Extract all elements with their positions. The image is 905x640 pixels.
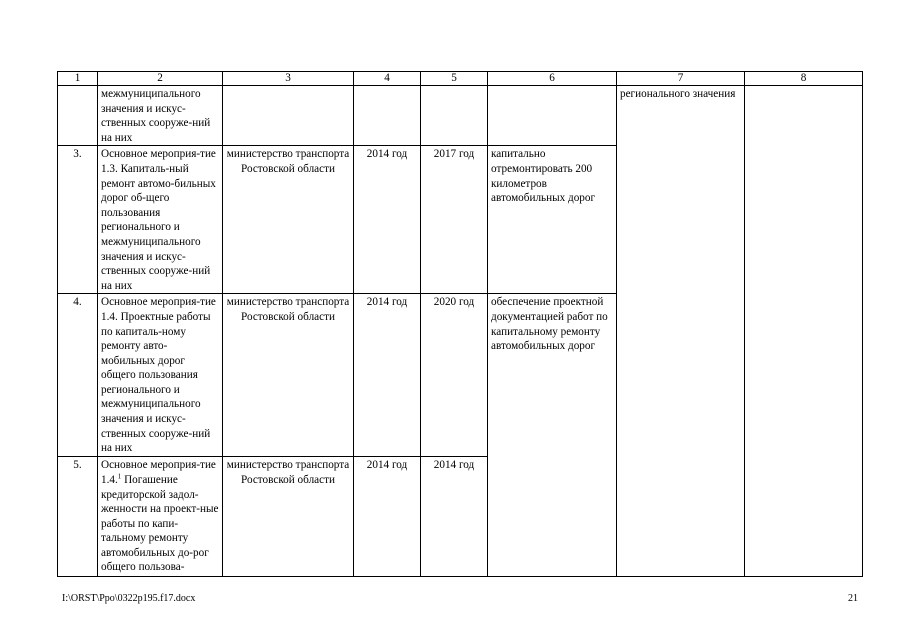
start-cell: 2014 год — [354, 294, 421, 457]
col8-cell — [745, 86, 863, 577]
end-cell: 2014 год — [421, 457, 488, 577]
description-cell: Основное мероприя-тие 1.3. Капиталь-ный ремонт автомо-бильных дорог об-щего пользования регионального и межмуниципального значения и искус-ственных сооруже-ний на них — [98, 146, 223, 294]
column-header: 4 — [354, 72, 421, 86]
start-cell: 2014 год — [354, 457, 421, 577]
executor-cell: министерство транспорта Ростовской области — [223, 457, 354, 577]
row-number-cell: 5. — [58, 457, 98, 577]
result-cell: обеспечение проектной документацией работ по капитальному ремонту автомобильных дорог — [488, 294, 617, 577]
row-number-cell — [58, 86, 98, 146]
row-number-cell: 4. — [58, 294, 98, 457]
column-header: 2 — [98, 72, 223, 86]
start-cell — [354, 86, 421, 146]
start-cell: 2014 год — [354, 146, 421, 294]
row-number-cell: 3. — [58, 146, 98, 294]
page-number: 21 — [848, 593, 858, 604]
column-header: 6 — [488, 72, 617, 86]
description-text: Основное мероприя-тие 1.4. — [101, 459, 216, 486]
end-cell — [421, 86, 488, 146]
column-header: 3 — [223, 72, 354, 86]
activities-table — [57, 71, 863, 577]
end-cell: 2020 год — [421, 294, 488, 457]
executor-cell: министерство транспорта Ростовской области — [223, 294, 354, 457]
footer-file-path: I:\ORST\Ppo\0322p195.f17.docx — [62, 593, 196, 604]
description-text: Погашение кредиторской задол-женности на проект-ные работы по капи-тальному ремонту автомобильных до-рог общего пользова- — [101, 473, 219, 574]
column-header: 5 — [421, 72, 488, 86]
description-cell — [98, 457, 223, 577]
col7-cell: регионального значения — [617, 86, 745, 577]
end-cell: 2017 год — [421, 146, 488, 294]
description-cell: Основное мероприя-тие 1.4. Проектные работы по капиталь-ному ремонту авто-мобильных дорог общего пользования регионального и межмуниципального значения и искус-ственных сооруже-ний на них — [98, 294, 223, 457]
column-header: 7 — [617, 72, 745, 86]
table-row — [58, 86, 863, 146]
footnote-mark: 1 — [117, 472, 122, 481]
column-header: 8 — [745, 72, 863, 86]
result-cell: капитально отремонтировать 200 километров автомобильных дорог — [488, 146, 617, 294]
executor-cell — [223, 86, 354, 146]
executor-cell: министерство транспорта Ростовской области — [223, 146, 354, 294]
column-header: 1 — [58, 72, 98, 86]
header-row — [58, 72, 863, 86]
result-cell — [488, 86, 617, 146]
description-cell: межмуниципального значения и искус-ственных сооруже-ний на них — [98, 86, 223, 146]
